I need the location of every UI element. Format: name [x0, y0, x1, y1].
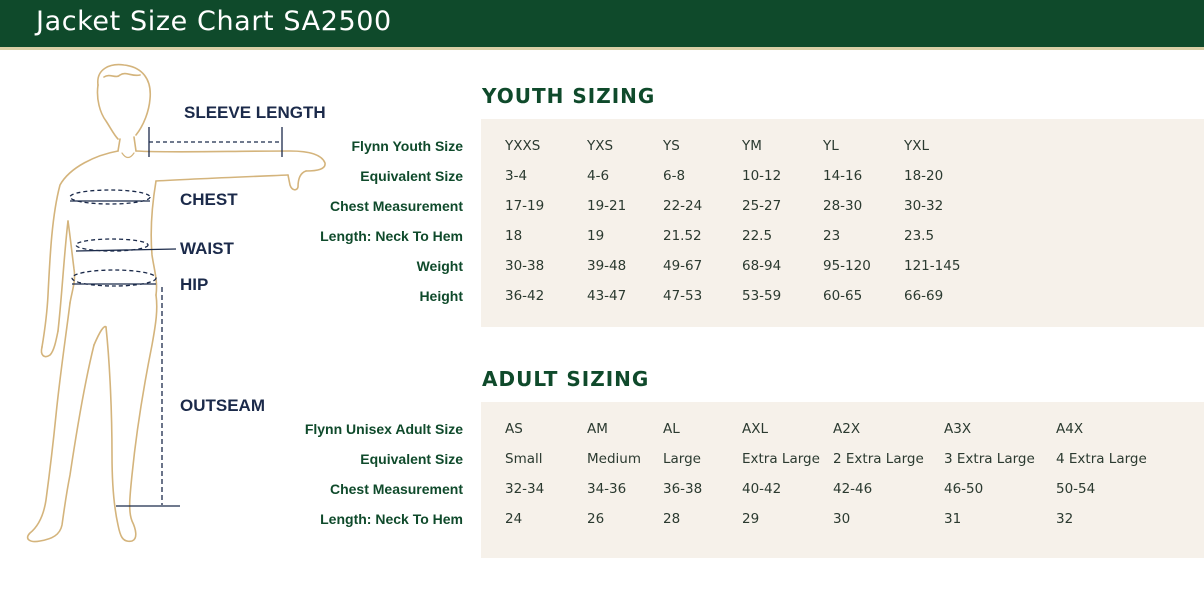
table-cell: YXXS [505, 138, 541, 154]
table-cell: 17-19 [505, 198, 545, 214]
table-cell: Large [663, 451, 701, 467]
table-cell: 30-32 [904, 198, 944, 214]
table-cell: 3-4 [505, 168, 528, 184]
table-cell: 22-24 [663, 198, 703, 214]
table-cell: 36-42 [505, 288, 545, 304]
table-cell: 25-27 [742, 198, 782, 214]
table-cell: YL [823, 138, 839, 154]
row-label: Weight [416, 258, 463, 274]
table-cell: 39-48 [587, 258, 627, 274]
row-label: Equivalent Size [360, 168, 463, 184]
table-cell: 6-8 [663, 168, 686, 184]
table-cell: 23 [823, 228, 841, 244]
table-cell: AM [587, 421, 608, 437]
table-cell: 32-34 [505, 481, 545, 497]
waist-label: WAIST [180, 239, 234, 258]
table-cell: A2X [833, 421, 861, 437]
table-cell: Medium [587, 451, 641, 467]
outseam-label: OUTSEAM [180, 396, 265, 415]
table-cell: 23.5 [904, 228, 935, 244]
table-cell: Small [505, 451, 543, 467]
table-cell: 28-30 [823, 198, 863, 214]
table-cell: 34-36 [587, 481, 627, 497]
table-cell: 30-38 [505, 258, 545, 274]
table-cell: 49-67 [663, 258, 703, 274]
table-cell: 2 Extra Large [833, 451, 924, 467]
row-label: Height [419, 288, 463, 304]
table-cell: 29 [742, 511, 760, 527]
adult-section-title: ADULT SIZING [482, 367, 650, 391]
header-bar [0, 0, 1204, 50]
table-cell: 14-16 [823, 168, 863, 184]
row-label: Chest Measurement [329, 481, 463, 497]
youth-section-title: YOUTH SIZING [482, 84, 656, 108]
chest-label: CHEST [180, 190, 238, 209]
table-cell: 24 [505, 511, 523, 527]
page-title: Jacket Size Chart SA2500 [36, 6, 392, 37]
table-cell: 18-20 [904, 168, 944, 184]
table-cell: 32 [1056, 511, 1074, 527]
table-cell: AS [505, 421, 523, 437]
row-label: Flynn Unisex Adult Size [304, 421, 463, 437]
table-cell: 121-145 [904, 258, 961, 274]
table-cell: 18 [505, 228, 523, 244]
body-outline-illustration [0, 55, 340, 555]
table-cell: AL [663, 421, 680, 437]
table-cell: 31 [944, 511, 962, 527]
table-cell: 30 [833, 511, 851, 527]
body-measurement-figure [0, 55, 340, 555]
table-cell: 10-12 [742, 168, 782, 184]
hip-label: HIP [180, 275, 209, 294]
table-cell: 46-50 [944, 481, 984, 497]
table-cell: YS [663, 138, 680, 154]
table-cell: 28 [663, 511, 681, 527]
table-cell: Extra Large [742, 451, 820, 467]
table-cell: A4X [1056, 421, 1084, 437]
table-cell: 53-59 [742, 288, 782, 304]
table-cell: 4-6 [587, 168, 610, 184]
table-cell: 4 Extra Large [1056, 451, 1147, 467]
table-cell: 22.5 [742, 228, 773, 244]
row-label: Equivalent Size [360, 451, 463, 467]
sleeve-length-label: SLEEVE LENGTH [184, 103, 326, 122]
table-cell: 60-65 [823, 288, 863, 304]
table-cell: 42-46 [833, 481, 873, 497]
table-cell: 19 [587, 228, 605, 244]
row-label: Chest Measurement [329, 198, 463, 214]
table-cell: AXL [742, 421, 769, 437]
table-cell: 3 Extra Large [944, 451, 1035, 467]
table-cell: 47-53 [663, 288, 703, 304]
table-cell: 43-47 [587, 288, 627, 304]
row-label: Length: Neck To Hem [320, 511, 463, 527]
table-cell: 36-38 [663, 481, 703, 497]
table-cell: 50-54 [1056, 481, 1096, 497]
table-cell: 21.52 [663, 228, 702, 244]
row-label: Length: Neck To Hem [320, 228, 463, 244]
table-cell: YXL [904, 138, 930, 154]
table-cell: YM [742, 138, 762, 154]
table-cell: 66-69 [904, 288, 944, 304]
table-cell: A3X [944, 421, 972, 437]
table-cell: 26 [587, 511, 605, 527]
table-cell: 40-42 [742, 481, 782, 497]
table-cell: 95-120 [823, 258, 871, 274]
table-cell: 19-21 [587, 198, 627, 214]
row-label: Flynn Youth Size [351, 138, 463, 154]
table-cell: 68-94 [742, 258, 782, 274]
table-cell: YXS [587, 138, 614, 154]
